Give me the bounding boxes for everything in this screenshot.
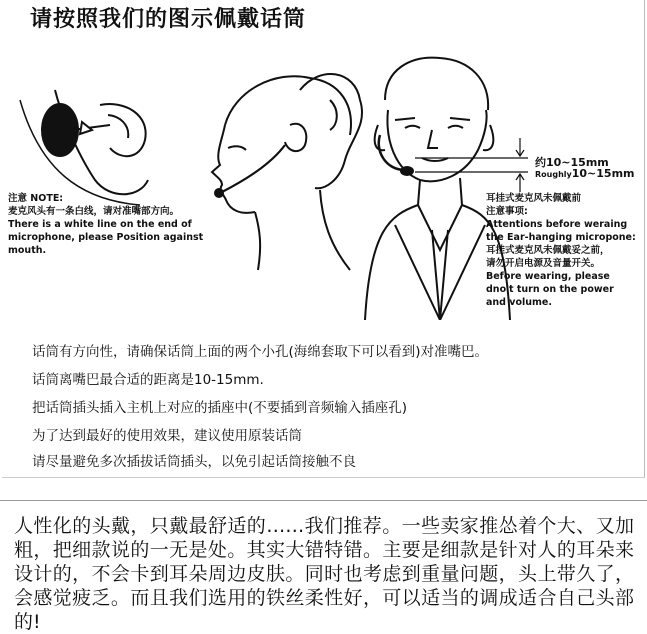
description-text: 人性化的头戴，只戴最舒适的……我们推荐。一些卖家推怂着个大、又加粗，把细款说的一无是处。其实大错特错。主要是细款是针对人的耳朵来设计的，不会卡到耳朵周边皮肤。同时也考虑到重量问题，头上带久了，会感觉疲乏。而且我们选用的铁丝柔性好，可以适当的调成适合自己头部的!: [14, 515, 634, 633]
note-line: 注意事项:: [486, 206, 528, 217]
instruction-line: 话筒离嘴巴最合适的距离是10-15mm.: [32, 372, 264, 388]
note-line: dno't turn on the power: [486, 284, 614, 295]
note-line: Before wearing, please: [486, 271, 610, 282]
white-line-note: [8, 192, 208, 257]
note-line: 耳挂式麦克风未佩戴前: [486, 193, 582, 204]
instruction-line: 请尽量避免多次插拔话筒插头，以免引起话筒接触不良: [32, 454, 356, 470]
note-line: 请勿开启电源及音量开关。: [486, 258, 601, 269]
note-line: Attentions before weraing: [486, 219, 628, 230]
instruction-line: 为了达到最好的使用效果，建议使用原装话筒: [32, 428, 302, 444]
note-line: 麦克风头有一条白线，请对准嘴部方向。: [8, 206, 180, 217]
woman-profile-image: [212, 74, 362, 270]
note-line: the Ear-hanging micropone:: [486, 232, 636, 243]
attention-note: [486, 192, 646, 309]
note-line: 耳挂式麦克风未佩戴妥之前，: [486, 245, 610, 256]
dimension-arrows: [415, 138, 528, 192]
roughly-value: 10~15mm: [571, 167, 635, 180]
description-panel: [0, 500, 647, 632]
note-line: 注意 NOTE:: [8, 193, 64, 204]
note-line: and volume.: [486, 297, 552, 308]
instruction-line: 把话筒插头插入主机上对应的插座中(不要插到音频输入插座孔): [32, 400, 408, 416]
microphone-closeup-image: [20, 90, 148, 205]
distance-label-en: [535, 167, 635, 180]
roughly-label: Roughly: [535, 170, 572, 179]
distance-label: 约10~15mm: [535, 156, 609, 169]
note-line: mouth.: [8, 245, 47, 256]
note-line: microphone, please Position against: [8, 232, 204, 243]
note-line: There is a white line on the end of: [8, 219, 192, 230]
instruction-line: 话筒有方向性，请确保话筒上面的两个小孔(海绵套取下可以看到)对准嘴巴。: [32, 344, 489, 360]
page-title: 请按照我们的图示佩戴话筒: [30, 7, 307, 32]
